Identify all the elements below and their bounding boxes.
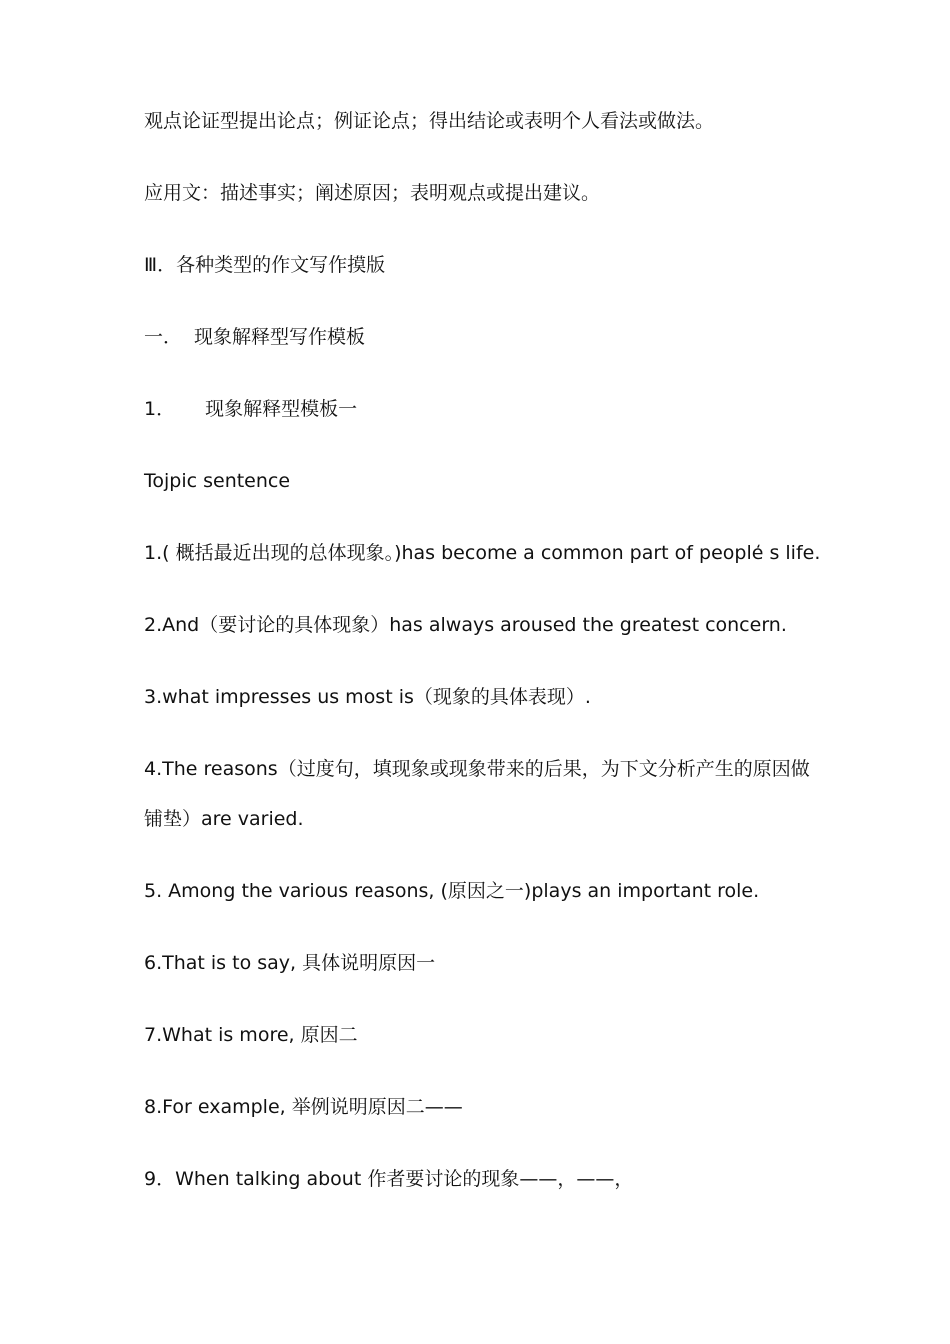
topic-sentence-label: Tojpic sentence bbox=[144, 470, 291, 492]
sentence-4: 4.The reasons（过度句，填现象或现象带来的后果，为下文分析产生的原因做 bbox=[144, 758, 810, 780]
paragraph-practical-writing: 应用文：描述事实；阐述原因；表明观点或提出建议。 bbox=[144, 182, 601, 204]
document-page bbox=[144, 0, 824, 1344]
template-number: 1． bbox=[144, 398, 176, 420]
subsection-heading bbox=[144, 325, 365, 349]
sentence-6: 6.That is to say, 具体说明原因一 bbox=[144, 952, 436, 974]
sentence-9: 9．When talking about 作者要讨论的现象——，——， bbox=[144, 1168, 634, 1190]
sentence-1: 1.( 概括最近出现的总体现象。)has become a common part of people̒ s life. bbox=[144, 542, 821, 564]
subsection-number: 一． bbox=[144, 326, 183, 348]
sentence-4-continued: 铺垫）are varied. bbox=[144, 808, 304, 830]
template-heading bbox=[144, 397, 357, 421]
sentence-8: 8.For example, 举例说明原因二—— bbox=[144, 1096, 463, 1118]
sentence-5: 5. Among the various reasons, (原因之一)plays an important role. bbox=[144, 880, 760, 902]
sentence-2: 2.And（要讨论的具体现象）has always aroused the greatest concern. bbox=[144, 614, 787, 636]
sentence-3: 3.what impresses us most is（现象的具体表现）. bbox=[144, 686, 591, 708]
section-heading-templates: Ⅲ．各种类型的作文写作摸版 bbox=[144, 254, 386, 276]
sentence-7: 7.What is more, 原因二 bbox=[144, 1024, 358, 1046]
paragraph-argument-structure: 观点论证型提出论点；例证论点；得出结论或表明个人看法或做法。 bbox=[144, 110, 715, 132]
subsection-title: 现象解释型写作模板 bbox=[194, 326, 366, 348]
template-title: 现象解释型模板一 bbox=[205, 398, 358, 420]
